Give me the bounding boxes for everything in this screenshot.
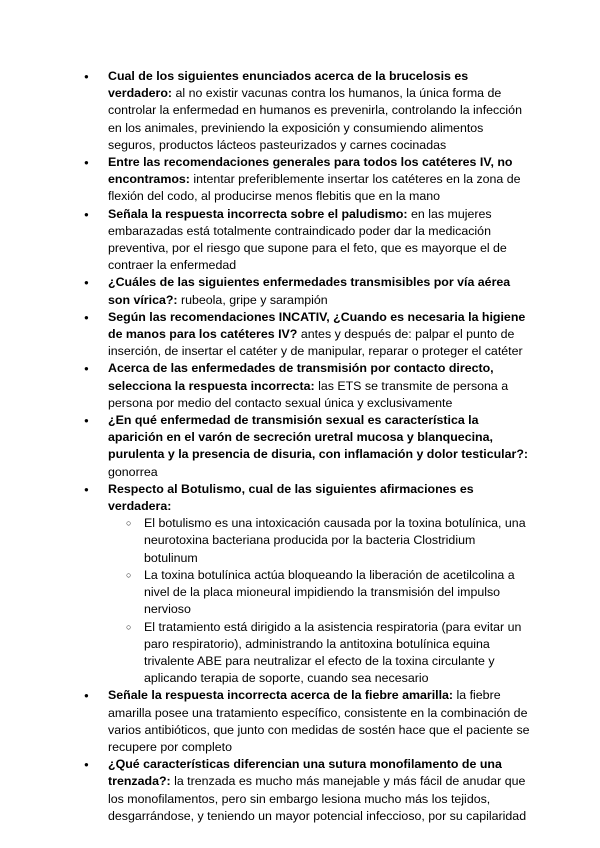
answer-text: la trenzada es mucho más manejable y más fácil de anudar que los monofilamentos, pero sin embargo lesiona mucho más los tejidos, desgarrándose, y teniendo un mayor potencial infeccioso, por su capilaridad: [108, 774, 527, 823]
sub-list-item: ○ El botulismo es una intoxicación causada por la toxina botulínica, una neurotoxina bacteriana producida por la bacteria Clostridium botulinum: [144, 515, 530, 567]
list-item: [84, 206, 530, 275]
list-item: [84, 274, 530, 308]
question-text: ¿Qué características diferencian una sutura monofilamento de una trenzada?:: [108, 757, 502, 789]
botulismo-sub-list: [108, 515, 530, 687]
list-item: [84, 481, 530, 687]
answer-text: la fiebre amarilla posee una tratamiento específico, consistente en la combinación de varios antibióticos, que junto con medidas de sostén hace que el paciente se recupere por completo: [108, 688, 530, 754]
list-item: [84, 687, 530, 756]
question-text: Entre las recomendaciones generales para todos los catéteres IV, no encontramos:: [108, 155, 513, 187]
answer-text: las ETS se transmite de persona a persona por medio del contacto sexual única y exclusivamente: [108, 378, 509, 410]
question-text: Acerca de las enfermedades de transmisión por contacto directo, selecciona la respuesta incorrecta:: [108, 361, 494, 393]
question-list: [84, 68, 530, 825]
answer-text: antes y después de: palpar el punto de inserción, de insertar el catéter y de manipular, reparar o proteger el catéter: [108, 327, 523, 359]
answer-text: intentar preferiblemente insertar los catéteres en la zona de flexión del codo, al producirse menos flebitis que en la mano: [108, 172, 521, 204]
answer-text: en las mujeres embarazadas está totalmente contraindicado poder dar la medicación preventiva, por el riesgo que supone para el feto, que es mayorque el de contraer la enfermedad: [108, 206, 507, 273]
list-item: [84, 412, 530, 481]
question-text: Señala la respuesta incorrecta sobre el paludismo:: [108, 206, 408, 221]
list-item: [84, 756, 530, 825]
list-item: [84, 154, 530, 206]
answer-text: rubeola, gripe y sarampión: [177, 292, 328, 307]
question-text: Según las recomendaciones INCATIV, ¿Cuando es necesaria la higiene de manos para los catéteres IV?: [108, 309, 526, 342]
list-item: [84, 309, 530, 361]
question-text: Señale la respuesta incorrecta acerca de la fiebre amarilla:: [108, 688, 454, 703]
question-text: ¿En qué enfermedad de transmisión sexual es característica la aparición en el varón de secreción uretral mucosa y blanquecina, purulenta y la presencia de disuria, con inflamación y dolor testicular?:: [108, 413, 529, 462]
list-item: [84, 68, 530, 154]
sub-list-item: ○ El tratamiento está dirigido a la asistencia respiratoria (para evitar un paro respiratorio), administrando la antitoxina botulínica equina trivalente ABE para neutralizar el efecto de la toxina circulante y aplicando terapia de soporte, cuando sea necesario: [144, 619, 530, 688]
sub-list-item: ○ La toxina botulínica actúa bloqueando la liberación de acetilcolina a nivel de la placa mioneural impidiendo la transmisión del impulso nervioso: [144, 567, 530, 619]
question-text: ¿Cuáles de las siguientes enfermedades transmisibles por vía aérea son vírica?:: [108, 275, 511, 307]
question-text: Cual de los siguientes enunciados acerca de la brucelosis es verdadero:: [108, 69, 469, 101]
answer-text: gonorrea: [108, 464, 158, 479]
question-text: Respecto al Botulismo, cual de las siguientes afirmaciones es verdadera:: [108, 481, 474, 514]
list-item: [84, 360, 530, 412]
answer-text: al no existir vacunas contra los humanos, la única forma de controlar la enfermedad en humanos es prevenirla, controlando la infección en los animales, previniendo la exposición y consumiendo alimentos seguros, productos lácteos pasteurizados y carnes cocinadas: [108, 86, 522, 152]
